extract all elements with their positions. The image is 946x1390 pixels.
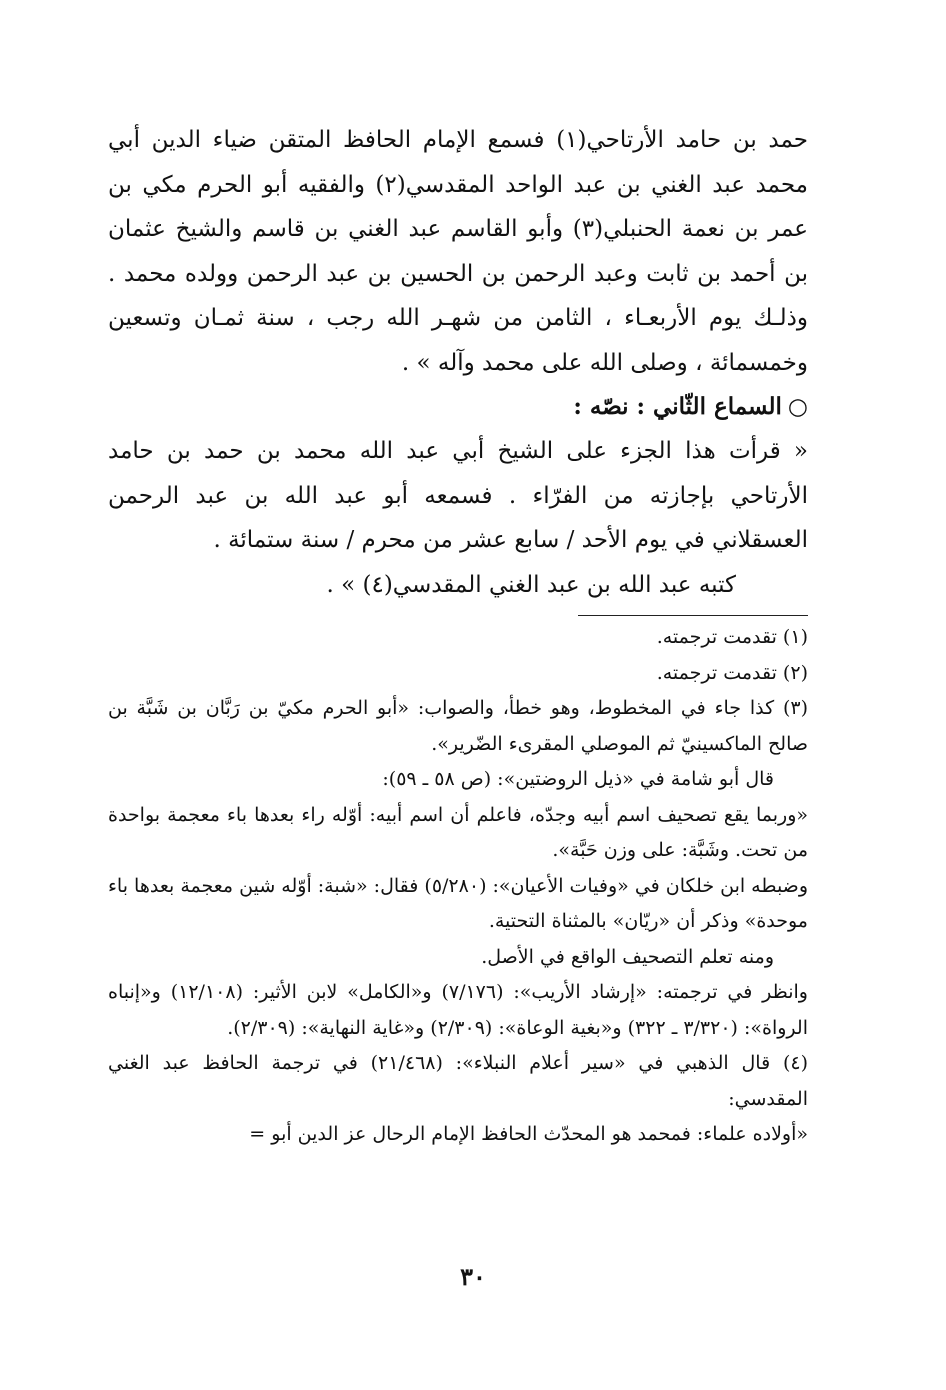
footnote-1: (١) تقدمت ترجمته. <box>656 626 808 648</box>
footnote-3-quote: «وربما يقع تصحيف اسم أبيه وجدّه، فاعلم أن اسم أبيه: أوّله راء بعدها باء معجمة بواحدة من تحت. وشَبَّة: على وزن حَبَّة». <box>108 803 808 861</box>
heading-text: السماع الثّاني : نصّه : <box>573 393 782 420</box>
footnote-4-quote: «أولاده علماء: فمحمد هو المحدّث الحافظ الإمام الرحال عز الدين أبو = <box>249 1123 808 1145</box>
footnote-4: (٤) قال الذهبي في «سير أعلام النبلاء»: (٢١/٤٦٨) في ترجمة الحافظ عبد الغني المقدسي: <box>108 1052 808 1110</box>
paragraph-3: كتبه عبد الله بن عبد الغني المقدسي(٤) » . <box>326 571 736 598</box>
page-body <box>108 118 808 1153</box>
page-number: ٣٠ <box>460 1262 486 1291</box>
section-heading <box>108 385 808 429</box>
footnote-3-conclusion: ومنه تعلم التصحيف الواقع في الأصل. <box>481 945 774 968</box>
footnotes <box>108 620 808 1153</box>
footnote-3: (٣) كذا جاء في المخطوط، وهو خطأ، والصواب: «أبو الحرم مكيّ بن رَبَّان بن شَبَّة بن صالح الماكسينيّ ثم الموصلي المقرىء الضّرير». <box>108 697 808 755</box>
footnote-3-references: وانظر في ترجمته: «إرشاد الأريب»: (٧/١٧٦) و«الكامل» لابن الأثير: (١٢/١٠٨) و«إنباه الرواة»: (٣/٣٢٠ ـ ٣٢٢) و«بغية الوعاة»: (٢/٣٠٩) و«غاية النهاية»: (٢/٣٠٩). <box>108 981 808 1039</box>
main-text <box>108 118 808 607</box>
footnote-3-quote-intro: قال أبو شامة في «ذيل الروضتين»: (ص ٥٨ ـ ٥٩): <box>382 768 774 790</box>
paragraph-2: « قرأت هذا الجزء على الشيخ أبي عبد الله محمد بن حمد بن حامد الأرتاحي بإجازته من الفرّاء . فسمعه أبو عبد الله بن عبد الرحمن العسقلاني في يوم الأحد / سابع عشر من محرم / سنة ستمائة . <box>108 438 808 553</box>
paragraph-1: حمد بن حامد الأرتاحي(١) فسمع الإمام الحافظ المتقن ضياء الدين أبي محمد عبد الغني بن عبد الواحد المقدسي(٢) والفقيه أبو الحرم مكي بن عمر بن نعمة الحنبلي(٣) وأبو القاسم عبد الغني بن قاسم والشيخ عثمان بن أحمد بن ثابت وعبد الرحمن بن الحسين بن عبد الرحمن وولده محمد . وذلـك يوم الأربعـاء ، الثامن من شهـر الله رجب ، سنة ثمـان وتسعين وخمسمائة ، وصلى الله على محمد وآله » . <box>108 127 809 376</box>
footnote-separator <box>578 615 808 616</box>
footnote-3-ibn-khallikan: وضبطه ابن خلكان في «وفيات الأعيان»: (٥/٢٨٠) فقال: «شبة: أوّله شين معجمة بعدها باء موحدة» وذكر أن «ريّان» بالمثناة التحتية. <box>108 874 808 932</box>
circle-bullet-icon: ○ <box>787 394 808 420</box>
footnote-2: (٢) تقدمت ترجمته. <box>656 661 808 684</box>
